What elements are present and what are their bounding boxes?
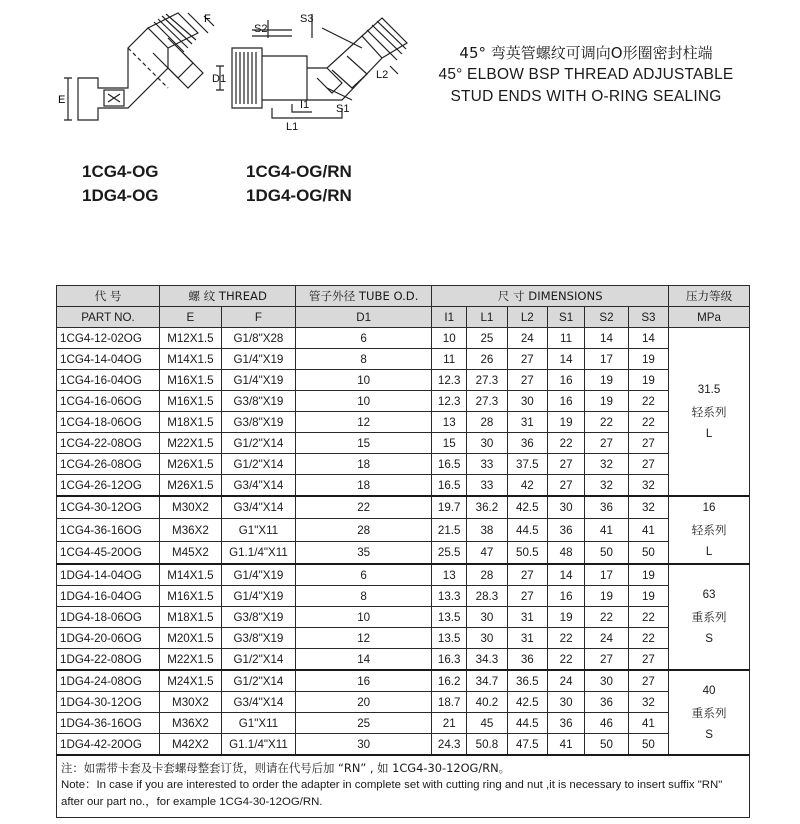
cell-thread-f: G1/4"X19 [221, 586, 295, 607]
pressure-class-cell [669, 564, 750, 670]
cell-dim-s2: 27 [585, 649, 629, 671]
cell-dim-s2: 27 [585, 433, 629, 454]
table-row [57, 433, 750, 454]
cell-dim-l1: 30 [467, 628, 507, 649]
cell-part-no: 1CG4-22-08OG [57, 433, 160, 454]
cell-dim-s2: 50 [585, 734, 629, 756]
cell-thread-e: M24X1.5 [160, 670, 222, 692]
cell-dim-s3: 41 [628, 713, 668, 734]
header-s1: S1 [547, 307, 584, 328]
cell-dim-i1: 13.3 [432, 586, 467, 607]
cell-tube-od-d1: 16 [296, 670, 432, 692]
cell-dim-s3: 27 [628, 670, 668, 692]
cell-thread-e: M22X1.5 [160, 433, 222, 454]
cell-part-no: 1DG4-16-04OG [57, 586, 160, 607]
cell-dim-s3: 27 [628, 649, 668, 671]
cell-part-no: 1CG4-36-16OG [57, 519, 160, 541]
cell-dim-i1: 16.5 [432, 454, 467, 475]
elbow-fitting-with-nut-drawing [212, 8, 422, 133]
cell-thread-f: G3/8"X19 [221, 391, 295, 412]
cell-thread-e: M45X2 [160, 541, 222, 564]
pressure-series-cn: 重系列 [691, 705, 727, 720]
cell-dim-s1: 22 [547, 649, 584, 671]
table-row [57, 670, 750, 692]
cell-dim-s2: 19 [585, 391, 629, 412]
cell-thread-f: G3/4"X14 [221, 496, 295, 519]
cell-thread-f: G1/2"X14 [221, 649, 295, 671]
cell-part-no: 1DG4-14-04OG [57, 564, 160, 586]
table-row [57, 391, 750, 412]
cell-thread-e: M18X1.5 [160, 412, 222, 433]
cell-dim-s1: 22 [547, 628, 584, 649]
cell-dim-l1: 27.3 [467, 370, 507, 391]
cell-dim-l2: 31 [507, 412, 547, 433]
cell-dim-l2: 24 [507, 328, 547, 349]
elbow-fitting-drawing [58, 8, 218, 128]
cell-dim-s1: 48 [547, 541, 584, 564]
cell-tube-od-d1: 30 [296, 734, 432, 756]
cell-tube-od-d1: 28 [296, 519, 432, 541]
cell-dim-s3: 32 [628, 692, 668, 713]
cell-dim-s3: 22 [628, 607, 668, 628]
cell-dim-s1: 16 [547, 586, 584, 607]
cell-dim-i1: 13 [432, 412, 467, 433]
cell-thread-f: G3/8"X19 [221, 628, 295, 649]
cell-dim-s1: 30 [547, 692, 584, 713]
cell-dim-i1: 16.5 [432, 475, 467, 497]
table-row [57, 734, 750, 756]
cell-dim-l2: 42.5 [507, 692, 547, 713]
cell-dim-s1: 19 [547, 412, 584, 433]
cell-part-no: 1DG4-30-12OG [57, 692, 160, 713]
cell-dim-l2: 44.5 [507, 713, 547, 734]
drawing-right [212, 8, 422, 133]
cell-part-no: 1CG4-26-12OG [57, 475, 160, 497]
cell-dim-i1: 21.5 [432, 519, 467, 541]
cell-dim-l1: 34.3 [467, 649, 507, 671]
pressure-series-cn: 轻系列 [691, 404, 727, 419]
header-tube-od: 管子外径 TUBE O.D. [296, 286, 432, 307]
cell-dim-l1: 33 [467, 475, 507, 497]
cell-dim-s3: 19 [628, 349, 668, 370]
pressure-value: 31.5 [697, 382, 721, 396]
cell-dim-s2: 19 [585, 586, 629, 607]
cell-dim-l1: 27.3 [467, 391, 507, 412]
cell-dim-s2: 17 [585, 349, 629, 370]
table-row [57, 349, 750, 370]
spec-table [56, 285, 750, 818]
cell-dim-l2: 36.5 [507, 670, 547, 692]
cell-dim-i1: 16.2 [432, 670, 467, 692]
pressure-series-cn: 轻系列 [691, 523, 727, 537]
table-row [57, 412, 750, 433]
pressure-letter: S [705, 632, 713, 645]
cell-dim-l2: 27 [507, 564, 547, 586]
cell-tube-od-d1: 18 [296, 475, 432, 497]
cell-thread-e: M26X1.5 [160, 454, 222, 475]
table-row [57, 370, 750, 391]
cell-dim-i1: 18.7 [432, 692, 467, 713]
cell-tube-od-d1: 12 [296, 628, 432, 649]
cell-dim-s1: 14 [547, 564, 584, 586]
cell-dim-s2: 17 [585, 564, 629, 586]
label-s1: S1 [336, 103, 350, 115]
cell-dim-s1: 27 [547, 454, 584, 475]
cell-dim-s2: 32 [585, 475, 629, 497]
header-mpa: MPa [669, 307, 750, 328]
cell-tube-od-d1: 10 [296, 391, 432, 412]
note-row [57, 755, 750, 818]
table-row [57, 649, 750, 671]
cell-part-no: 1DG4-36-16OG [57, 713, 160, 734]
cell-dim-s2: 36 [585, 692, 629, 713]
cell-thread-f: G1/4"X19 [221, 370, 295, 391]
header-s3: S3 [628, 307, 668, 328]
cell-dim-i1: 15 [432, 433, 467, 454]
spec-table-body [57, 328, 750, 756]
cell-thread-e: M18X1.5 [160, 607, 222, 628]
cell-dim-s3: 32 [628, 496, 668, 519]
cell-part-no: 1DG4-18-06OG [57, 607, 160, 628]
cell-dim-s3: 50 [628, 541, 668, 564]
label-l1: L1 [286, 121, 299, 133]
cell-thread-e: M16X1.5 [160, 586, 222, 607]
cell-dim-s1: 22 [547, 433, 584, 454]
header-row-2 [57, 307, 750, 328]
table-row [57, 541, 750, 564]
cell-dim-s3: 22 [628, 628, 668, 649]
cell-dim-i1: 24.3 [432, 734, 467, 756]
cell-dim-l1: 38 [467, 519, 507, 541]
cell-dim-s2: 22 [585, 607, 629, 628]
cell-tube-od-d1: 8 [296, 586, 432, 607]
cell-dim-s3: 50 [628, 734, 668, 756]
cell-thread-f: G1.1/4"X11 [221, 734, 295, 756]
note-chinese: 注：如需带卡套及卡套螺母整套订货，则请在代号后加 “RN” , 如 1CG4-30-12OG/RN。 [61, 761, 511, 775]
cell-tube-od-d1: 25 [296, 713, 432, 734]
pressure-class-cell [669, 670, 750, 755]
cell-dim-l1: 30 [467, 607, 507, 628]
cell-thread-e: M42X2 [160, 734, 222, 756]
cell-dim-s2: 30 [585, 670, 629, 692]
header-s2: S2 [585, 307, 629, 328]
table-row [57, 713, 750, 734]
model-codes-left [82, 160, 159, 208]
cell-tube-od-d1: 10 [296, 370, 432, 391]
cell-dim-s2: 19 [585, 370, 629, 391]
label-d1: D1 [212, 73, 227, 85]
cell-tube-od-d1: 6 [296, 328, 432, 349]
drawing-left [58, 8, 218, 128]
cell-thread-e: M16X1.5 [160, 370, 222, 391]
cell-dim-s3: 19 [628, 586, 668, 607]
cell-dim-l2: 31 [507, 628, 547, 649]
cell-thread-f: G1"X11 [221, 713, 295, 734]
header-dimensions: 尺 寸 DIMENSIONS [432, 286, 669, 307]
cell-dim-l1: 36.2 [467, 496, 507, 519]
cell-dim-s2: 32 [585, 454, 629, 475]
cell-dim-s1: 24 [547, 670, 584, 692]
cell-dim-l1: 26 [467, 349, 507, 370]
cell-dim-i1: 25.5 [432, 541, 467, 564]
cell-dim-s2: 14 [585, 328, 629, 349]
model-codes-right [246, 160, 352, 208]
table-row [57, 692, 750, 713]
cell-dim-l2: 50.5 [507, 541, 547, 564]
cell-thread-f: G1/2"X14 [221, 670, 295, 692]
title-english-line2: STUD ENDS WITH O-RING SEALING [450, 88, 722, 105]
cell-thread-f: G3/8"X19 [221, 412, 295, 433]
label-s2: S2 [254, 23, 268, 35]
cell-thread-f: G1/4"X19 [221, 349, 295, 370]
cell-dim-s2: 41 [585, 519, 629, 541]
cell-dim-i1: 11 [432, 349, 467, 370]
model-code: 1DG4-OG/RN [246, 186, 352, 205]
cell-dim-l1: 50.8 [467, 734, 507, 756]
cell-thread-f: G1/2"X14 [221, 433, 295, 454]
header-i1: I1 [432, 307, 467, 328]
model-code: 1DG4-OG [82, 186, 159, 205]
cell-part-no: 1CG4-12-02OG [57, 328, 160, 349]
cell-dim-i1: 13.5 [432, 607, 467, 628]
cell-dim-s1: 11 [547, 328, 584, 349]
cell-thread-f: G1/4"X19 [221, 564, 295, 586]
header-row-1 [57, 286, 750, 307]
cell-dim-s1: 27 [547, 475, 584, 497]
header-part-no: PART NO. [57, 307, 160, 328]
cell-dim-s3: 27 [628, 433, 668, 454]
cell-dim-l1: 28 [467, 412, 507, 433]
cell-dim-l1: 25 [467, 328, 507, 349]
pressure-class-cell [669, 328, 750, 497]
cell-dim-l2: 27 [507, 586, 547, 607]
cell-part-no: 1DG4-42-20OG [57, 734, 160, 756]
table-row [57, 454, 750, 475]
cell-dim-l1: 47 [467, 541, 507, 564]
table-row [57, 496, 750, 519]
cell-dim-i1: 16.3 [432, 649, 467, 671]
cell-part-no: 1CG4-18-06OG [57, 412, 160, 433]
cell-thread-f: G3/4"X14 [221, 692, 295, 713]
cell-dim-i1: 13 [432, 564, 467, 586]
cell-dim-l2: 27 [507, 349, 547, 370]
cell-thread-f: G1/2"X14 [221, 454, 295, 475]
pressure-series-cn: 重系列 [691, 610, 727, 624]
cell-dim-s1: 14 [547, 349, 584, 370]
cell-dim-s1: 36 [547, 713, 584, 734]
note-cell [57, 755, 750, 818]
cell-part-no: 1CG4-45-20OG [57, 541, 160, 564]
header-thread: 螺 纹 THREAD [160, 286, 296, 307]
pressure-value: 63 [702, 588, 716, 601]
cell-part-no: 1CG4-30-12OG [57, 496, 160, 519]
cell-dim-s1: 16 [547, 391, 584, 412]
cell-dim-l2: 37.5 [507, 454, 547, 475]
cell-thread-f: G3/4"X14 [221, 475, 295, 497]
cell-dim-s3: 32 [628, 475, 668, 497]
cell-dim-l2: 30 [507, 391, 547, 412]
table-row [57, 628, 750, 649]
cell-tube-od-d1: 6 [296, 564, 432, 586]
header-pressure: 压力等级 [669, 286, 750, 307]
cell-tube-od-d1: 15 [296, 433, 432, 454]
cell-thread-e: M36X2 [160, 713, 222, 734]
cell-tube-od-d1: 22 [296, 496, 432, 519]
header-f: F [221, 307, 295, 328]
label-s3: S3 [300, 13, 314, 25]
label-l2: L2 [376, 69, 389, 81]
cell-tube-od-d1: 18 [296, 454, 432, 475]
cell-dim-s1: 19 [547, 607, 584, 628]
cell-dim-s1: 30 [547, 496, 584, 519]
model-code: 1CG4-OG/RN [246, 162, 352, 181]
cell-dim-s3: 22 [628, 412, 668, 433]
label-e: E [58, 94, 66, 106]
pressure-value: 16 [702, 501, 716, 514]
cell-part-no: 1DG4-20-06OG [57, 628, 160, 649]
cell-thread-e: M36X2 [160, 519, 222, 541]
cell-dim-s1: 36 [547, 519, 584, 541]
cell-part-no: 1CG4-16-06OG [57, 391, 160, 412]
cell-part-no: 1DG4-24-08OG [57, 670, 160, 692]
cell-dim-l1: 45 [467, 713, 507, 734]
cell-dim-l1: 40.2 [467, 692, 507, 713]
table-row [57, 564, 750, 586]
cell-dim-s1: 16 [547, 370, 584, 391]
cell-thread-e: M20X1.5 [160, 628, 222, 649]
cell-dim-s2: 46 [585, 713, 629, 734]
cell-dim-i1: 13.5 [432, 628, 467, 649]
cell-dim-s3: 19 [628, 564, 668, 586]
pressure-class-cell [669, 496, 750, 564]
cell-dim-s3: 22 [628, 391, 668, 412]
cell-dim-l2: 36 [507, 649, 547, 671]
cell-dim-l2: 31 [507, 607, 547, 628]
cell-dim-s2: 22 [585, 412, 629, 433]
cell-thread-e: M14X1.5 [160, 564, 222, 586]
cell-dim-s3: 41 [628, 519, 668, 541]
title-block [416, 42, 756, 108]
cell-dim-i1: 21 [432, 713, 467, 734]
cell-dim-l1: 34.7 [467, 670, 507, 692]
pressure-letter: L [705, 426, 713, 440]
cell-tube-od-d1: 8 [296, 349, 432, 370]
header-e: E [160, 307, 222, 328]
cell-dim-s3: 19 [628, 370, 668, 391]
cell-tube-od-d1: 14 [296, 649, 432, 671]
header-l2: L2 [507, 307, 547, 328]
cell-thread-e: M16X1.5 [160, 391, 222, 412]
cell-thread-e: M14X1.5 [160, 349, 222, 370]
cell-part-no: 1CG4-26-08OG [57, 454, 160, 475]
pressure-letter: S [705, 727, 713, 741]
header-d1: D1 [296, 307, 432, 328]
cell-part-no: 1CG4-16-04OG [57, 370, 160, 391]
cell-dim-i1: 19.7 [432, 496, 467, 519]
cell-tube-od-d1: 12 [296, 412, 432, 433]
cell-dim-l2: 42 [507, 475, 547, 497]
cell-thread-e: M30X2 [160, 496, 222, 519]
table-row [57, 519, 750, 541]
cell-thread-e: M30X2 [160, 692, 222, 713]
cell-thread-f: G1.1/4"X11 [221, 541, 295, 564]
cell-dim-l2: 27 [507, 370, 547, 391]
pressure-value: 40 [702, 683, 716, 697]
note-english: Note：In case if you are interested to order the adapter in complete set with cutting ring and nut ,it is necessary to insert suffix "RN" after our part no.，for example 1CG4-30-12OG/RN. [61, 779, 723, 808]
cell-dim-s2: 50 [585, 541, 629, 564]
cell-thread-f: G1/8"X28 [221, 328, 295, 349]
cell-dim-i1: 12.3 [432, 391, 467, 412]
cell-thread-f: G1"X11 [221, 519, 295, 541]
cell-dim-s2: 24 [585, 628, 629, 649]
cell-dim-l1: 28.3 [467, 586, 507, 607]
cell-thread-e: M26X1.5 [160, 475, 222, 497]
cell-tube-od-d1: 10 [296, 607, 432, 628]
cell-dim-l2: 36 [507, 433, 547, 454]
table-row [57, 586, 750, 607]
label-f: F [204, 13, 211, 25]
cell-dim-i1: 10 [432, 328, 467, 349]
cell-dim-l2: 47.5 [507, 734, 547, 756]
model-code: 1CG4-OG [82, 162, 159, 181]
cell-dim-s3: 27 [628, 454, 668, 475]
cell-dim-l2: 42.5 [507, 496, 547, 519]
cell-dim-l2: 44.5 [507, 519, 547, 541]
cell-dim-l1: 33 [467, 454, 507, 475]
cell-dim-i1: 12.3 [432, 370, 467, 391]
cell-part-no: 1CG4-14-04OG [57, 349, 160, 370]
pressure-letter: L [705, 545, 713, 558]
cell-part-no: 1DG4-22-08OG [57, 649, 160, 671]
cell-dim-l1: 28 [467, 564, 507, 586]
header-l1: L1 [467, 307, 507, 328]
title-chinese: 45° 弯英管螺纹可调向O形圈密封柱端 [459, 44, 713, 62]
cell-thread-f: G3/8"X19 [221, 607, 295, 628]
cell-dim-s2: 36 [585, 496, 629, 519]
cell-dim-s1: 41 [547, 734, 584, 756]
cell-dim-l1: 30 [467, 433, 507, 454]
table-row [57, 607, 750, 628]
cell-dim-s3: 14 [628, 328, 668, 349]
label-i1: I1 [300, 99, 310, 111]
cell-thread-e: M12X1.5 [160, 328, 222, 349]
cell-tube-od-d1: 35 [296, 541, 432, 564]
header-code: 代 号 [57, 286, 160, 307]
cell-thread-e: M22X1.5 [160, 649, 222, 671]
title-english-line1: 45° ELBOW BSP THREAD ADJUSTABLE [438, 66, 734, 83]
cell-tube-od-d1: 20 [296, 692, 432, 713]
table-row [57, 328, 750, 349]
table-row [57, 475, 750, 497]
